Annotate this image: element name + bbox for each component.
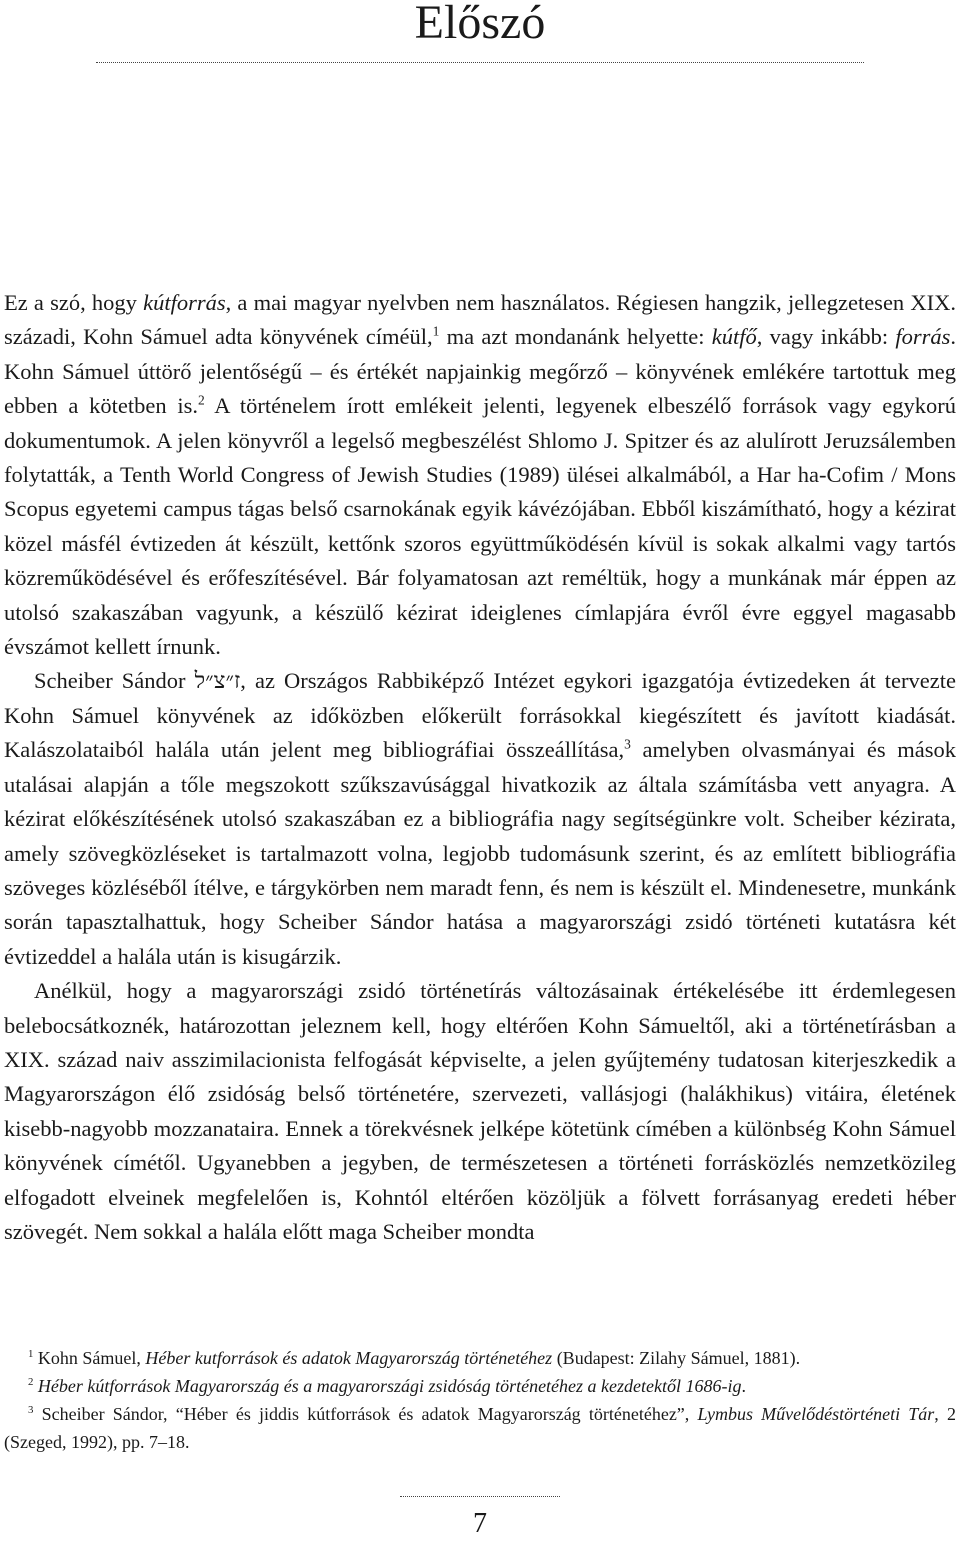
- title-dotted-rule: [96, 62, 864, 63]
- italic-run: kútforrás: [143, 290, 226, 315]
- footnotes: [4, 1344, 956, 1456]
- footnote: [4, 1372, 956, 1400]
- italic-run: Héber kutforrások és adatok Magyarország történetéhez: [145, 1348, 553, 1368]
- text-run: ma azt mondanánk helyette:: [439, 324, 712, 350]
- text-run: Anélkül, hogy a magyarországi zsidó történetírás változásainak értékelésébe itt érdemlegesen belebocsátkoznék, határozottan jeleznem kell, hogy eltérően Kohn Sámueltől, aki a történetírásban a XIX. század naiv asszimilacionista felfogását képviselte, a jelen gyűjtemény tudatosan kiterjeszkedik a Magyarországon élő zsidóság belső történetére, szervezeti, vallásjogi (halákhikus) vitáira, életének kisebb-nagyobb mozzanataira. Ennek a törekvésnek jelképe kötetünk címében a különbség Kohn Sámuel könyvének címétől. Ugyanebben a jegyben, de természetesen a történeti forrásközlés nemzetközileg elfogadott elveinek megfelelően is, Kohntól eltérően közöljük a fölvett forrásanyag eredeti héber szövegét. Nem sokkal a halála előtt maga Scheiber mondta: [4, 978, 956, 1244]
- footnote-marker: 1: [432, 323, 440, 339]
- text-run: . Kohn Sámuel úttörő jelentőségű – és értékét napjainkig megőrző – könyvének emlékére tartottuk meg ebben a kötetben is.: [4, 324, 956, 419]
- page-number: 7: [473, 1508, 487, 1539]
- text-run: Scheiber Sándor: [34, 668, 195, 694]
- paragraph: [4, 286, 956, 664]
- text-run: Ez a szó, hogy: [4, 290, 144, 315]
- footnote: [4, 1400, 956, 1456]
- text-run: .: [741, 1376, 746, 1396]
- footnote-marker: 3: [28, 1404, 34, 1416]
- italic-run: Héber kútforrások Magyarország és a magyarországi zsidóság történetéhez a kezdetektől 1686-ig: [37, 1376, 742, 1396]
- text-run: ז״צ״ל: [194, 668, 241, 694]
- paragraph: [4, 664, 956, 974]
- italic-run: Lymbus Művelődéstörténeti Tár: [697, 1404, 935, 1424]
- italic-run: forrás: [895, 324, 951, 350]
- page-title: Előszó: [414, 0, 546, 49]
- footnote-marker: 2: [28, 1376, 34, 1388]
- page-number-rule: [400, 1496, 560, 1497]
- text-run: Kohn Sámuel,: [33, 1348, 146, 1368]
- paragraph: [4, 974, 956, 1249]
- text-run: amelyben olvasmányai és mások utalásai alapján a tőle megszokott szűkszavúsággal hivatkozik az általa számításba vett anyagra. A kézirat előkészítésének utolsó szakaszában ez a bibliográfia nagy segítségünkre volt. Scheiber kézirata, amely szövegközléseket is tartalmazott volna, legjobb tudomásunk szerint, és az említett bibliográfia szöveges közléséből ítélve, e tárgykörben nem maradt fenn, és nem is készült el. Mindenesetre, munkánk során tapasztalhattuk, hogy Scheiber Sándor hatása a magyarországi zsidó történeti kutatásra két évtizeddel a halála után is kisugárzik.: [4, 737, 956, 969]
- text-run: A történelem írott emlékeit jelenti, legyenek elbeszélő források vagy egykorú dokumentumok. A jelen könyvről a legelső megbeszélést Shlomo J. Spitzer és az alulírott Jeruzsálemben folytatták, a Tenth World Congress of Jewish Studies (1989) ülései alkalmából, a Har ha-Cofim / Mons Scopus egyetemi campus tágas belső csarnokának egyik kávézójában. Ebből kiszámítható, hogy a kézirat közel másfél évtizeden át készült, kettőnk szoros együttműködésén kívül is sokak alkalmi vagy tartós közreműködésével és erőfeszítésével. Bár folyamatosan azt reméltük, hogy a munkának már éppen az utolsó szakaszában vagyunk, a készülő kézirat ideiglenes címlapjára évről évre eggyel magasabb évszámot kellett írnunk.: [4, 393, 956, 660]
- footnote-marker: 1: [28, 1348, 34, 1360]
- body-text: [4, 286, 956, 1249]
- italic-run: kútfő: [711, 324, 757, 350]
- footnote: [4, 1344, 956, 1372]
- text-run: , vagy inkább:: [756, 324, 896, 350]
- text-run: , az Országos Rabbiképző Intézet egykori igazgatója évtizedeken át tervezte Kohn Sámuel könyvének az időközben előkerült forrásokkal kiegészített és javított kiadását. Kalászolataiból halála után jelent meg bibliográfiai összeállítása,: [4, 668, 956, 763]
- text-run: (Budapest: Zilahy Sámuel, 1881).: [552, 1348, 801, 1368]
- text-run: , 2 (Szeged, 1992), pp. 7–18.: [4, 1404, 956, 1452]
- footnote-marker: 3: [624, 736, 631, 752]
- text-run: Scheiber Sándor, “Héber és jiddis kútforrások és adatok Magyarország történetéhez”,: [33, 1404, 698, 1424]
- footnote-marker: 2: [197, 392, 205, 408]
- text-run: , a mai magyar nyelvben nem használatos. Régiesen hangzik, jellegzetesen XIX. századi, Kohn Sámuel adta könyvének címéül,: [4, 290, 956, 350]
